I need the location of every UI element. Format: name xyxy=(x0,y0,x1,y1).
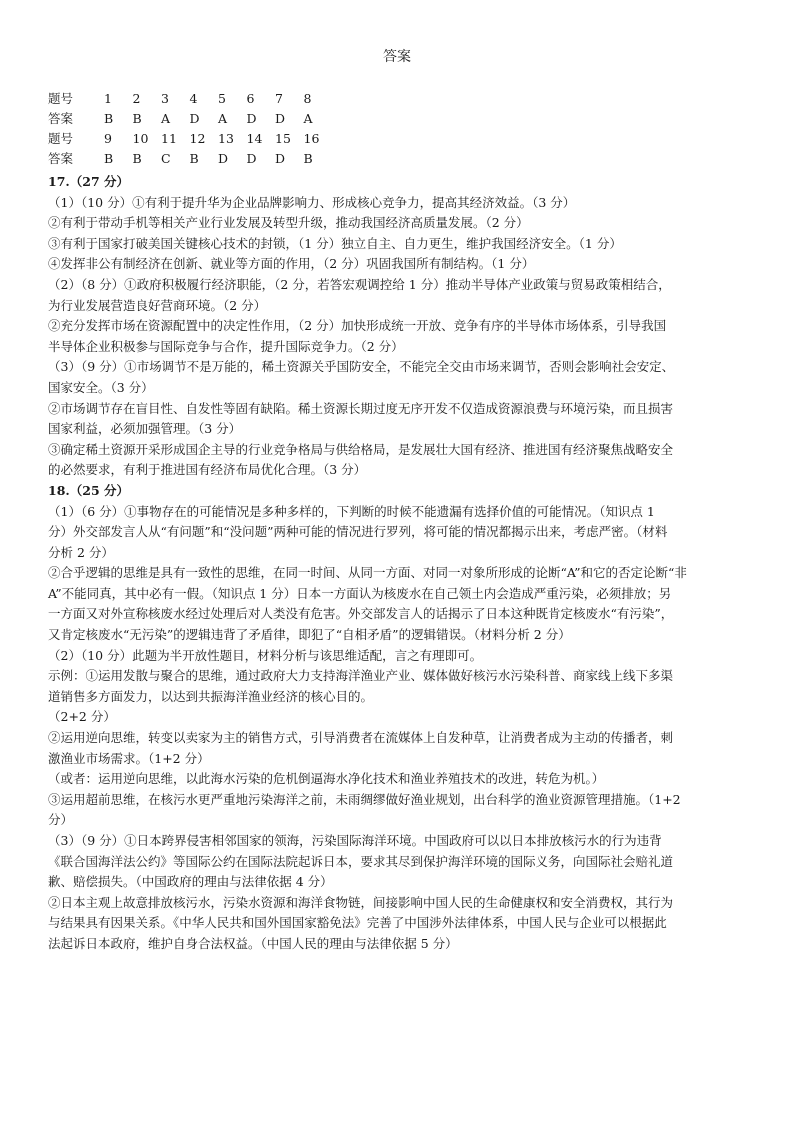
answer-table-cell: 14 xyxy=(246,130,263,146)
answer-line: 18.（25 分） xyxy=(48,482,129,498)
answer-table-cell: 6 xyxy=(246,90,255,106)
answer-line: ②合乎逻辑的思维是具有一致性的思维，在同一时间、从同一方面、对同一对象所形成的论断“A”和它的否定论断“非 xyxy=(48,565,687,581)
answer-table-cell: 2 xyxy=(132,90,141,106)
answer-table-cell: D xyxy=(246,150,257,166)
answer-table-cell: 12 xyxy=(189,130,206,146)
answer-line: 一方面又对外宣称核废水经过处理后对人类没有危害。外交部发言人的话揭示了日本这种既肯定核废水“有污染”， xyxy=(48,606,674,622)
answer-table-row xyxy=(48,88,332,108)
answer-line: ③确定稀土资源开采形成国企主导的行业竞争格局与供给格局，是发展壮大国有经济、推进国有经济聚焦战略安全 xyxy=(48,441,674,457)
answer-line: 激渔业市场需求。（1+2 分） xyxy=(48,750,210,766)
answer-table-cell: D xyxy=(246,110,257,126)
answer-table-cell: 4 xyxy=(189,90,198,106)
answer-line: （或者：运用逆向思维，以此海水污染的危机倒逼海水净化技术和渔业养殖技术的改进，转危为机。） xyxy=(48,771,605,787)
answer-line: 法起诉日本政府，维护自身合法权益。（中国人民的理由与法律依据 5 分） xyxy=(48,935,458,951)
answer-table-cell: D xyxy=(189,110,200,126)
answer-line: 为行业发展营造良好营商环境。（2 分） xyxy=(48,297,267,313)
answer-table-cell: 1 xyxy=(104,90,112,106)
answer-line: 半导体企业积极参与国际竞争与合作，提升国际竞争力。（2 分） xyxy=(48,338,404,354)
answer-line: ②日本主观上故意排放核污水，污染水资源和海洋食物链，间接影响中国人民的生命健康权和安全消费权，其行为 xyxy=(48,894,674,910)
answer-table-cell: B xyxy=(104,150,114,166)
answer-table-cell: B xyxy=(303,150,313,166)
answer-line: （2+2 分） xyxy=(48,709,116,725)
answer-line: ④发挥非公有制经济在创新、就业等方面的作用，（2 分）巩固我国所有制结构。（1 分） xyxy=(48,256,535,272)
answer-line: 国家安全。（3 分） xyxy=(48,379,154,395)
answer-table-cell: B xyxy=(132,150,142,166)
answer-line: ②有利于带动手机等相关产业行业发展及转型升级，推动我国经济高质量发展。（2 分） xyxy=(48,215,529,231)
answer-table-cell: 3 xyxy=(161,90,169,106)
answer-line: 分） xyxy=(48,812,74,828)
answer-line: 歉、赔偿损失。（中国政府的理由与法律依据 4 分） xyxy=(48,874,333,890)
answer-line: A”不能同真，其中必有一假。（知识点 1 分）日本一方面认为核废水在自己领土内会造成严重污染，必须排放；另 xyxy=(48,585,672,601)
answer-table-cell: A xyxy=(161,110,171,126)
answer-line: 示例：①运用发散与聚合的思维，通过政府大力支持海洋渔业产业、媒体做好核污水污染科普、商家线上线下多渠 xyxy=(48,668,674,684)
answer-line: 分析 2 分） xyxy=(48,544,114,560)
answer-table-cell: 16 xyxy=(303,130,320,146)
answer-table-cell: A xyxy=(218,110,228,126)
answer-table-cell: D xyxy=(218,150,229,166)
answer-line: （1）（6 分）①事物存在的可能情况是多种多样的，下判断的时候不能遗漏有选择价值的可能情况。（知识点 1 xyxy=(48,503,655,519)
answer-body xyxy=(48,172,748,955)
answer-table-row xyxy=(48,108,332,128)
answer-line: 分）外交部发言人从“有问题”和“没问题”两种可能的情况进行罗列，将可能的情况都揭示出来，考虑严密。（材料 xyxy=(48,524,668,540)
answer-table-row-label: 答案 xyxy=(48,111,74,126)
answer-table-row-label: 答案 xyxy=(48,151,74,166)
answer-line: 17.（27 分） xyxy=(48,174,129,189)
answer-line: ③运用超前思维，在核污水更严重地污染海洋之前，未雨绸缪做好渔业规划，出台科学的渔业资源管理措施。（1+2 xyxy=(48,791,681,807)
answer-table-cell: 9 xyxy=(104,130,112,146)
answer-line: 又肯定核废水“无污染”的逻辑违背了矛盾律，即犯了“自相矛盾”的逻辑错误。（材料分析 2 分） xyxy=(48,627,571,643)
answer-table-row-label: 题号 xyxy=(48,91,74,106)
answer-table-cell: B xyxy=(189,150,199,166)
answer-table-cell: A xyxy=(303,110,313,126)
answer-line: （2）（8 分）①政府积极履行经济职能，（2 分，若答宏观调控给 1 分）推动半导体产业政策与贸易政策相结合， xyxy=(48,276,671,292)
answer-line: （1）（10 分）①有利于提升华为企业品牌影响力、形成核心竞争力，提高其经济效益。（3 分） xyxy=(48,194,576,210)
answer-table xyxy=(48,88,332,168)
answer-line: （2）（10 分）此题为半开放性题目，材料分析与该思维适配，言之有理即可。 xyxy=(48,647,483,663)
answer-table-cell: D xyxy=(275,110,286,126)
answer-table-cell: 5 xyxy=(218,90,226,106)
answer-table-cell: 11 xyxy=(161,130,177,146)
answer-line: ②市场调节存在盲目性、自发性等固有缺陷。稀土资源长期过度无序开发不仅造成资源浪费与环境污染，而且损害 xyxy=(48,400,674,416)
answer-line: 与结果具有因果关系。《中华人民共和国外国国家豁免法》完善了中国涉外法律体系，中国人民与企业可以根据此 xyxy=(48,915,667,931)
answer-line: ③有利于国家打破美国关键核心技术的封锁，（1 分）独立自主、自力更生，维护我国经济安全。（1 分） xyxy=(48,235,622,251)
answer-table-row xyxy=(48,148,332,168)
answer-line: 道销售多方面发力，以达到共振海洋渔业经济的核心目的。 xyxy=(48,688,374,704)
answer-table-cell: C xyxy=(161,150,171,166)
answer-table-cell: 8 xyxy=(303,90,312,106)
answer-table-cell: 15 xyxy=(275,130,291,146)
answer-line: ②充分发挥市场在资源配置中的决定性作用，（2 分）加快形成统一开放、竞争有序的半导体市场体系，引导我国 xyxy=(48,318,667,334)
answer-table-row xyxy=(48,128,332,148)
page-title: 答案 xyxy=(383,49,411,65)
answer-line: （3）（9 分）①市场调节不是万能的，稀土资源关乎国防安全，不能完全交由市场来调节，否则会影响社会安定、 xyxy=(48,359,675,375)
answer-table-cell: 13 xyxy=(218,130,234,146)
answer-table-cell: 10 xyxy=(132,130,149,146)
answer-line: 《联合国海洋法公约》等国际公约在国际法院起诉日本，要求其尽到保护海洋环境的国际义务，向国际社会赔礼道 xyxy=(48,853,674,869)
answer-table-row-label: 题号 xyxy=(48,131,74,146)
answer-line: （3）（9 分）①日本跨界侵害相邻国家的领海，污染国际海洋环境。中国政府可以以日本排放核污水的行为违背 xyxy=(48,833,662,848)
answer-table-cell: D xyxy=(275,150,286,166)
answer-table-cell: B xyxy=(132,110,142,126)
answer-line: ②运用逆向思维，转变以卖家为主的销售方式，引导消费者在流媒体上自发种草，让消费者成为主动的传播者，刺 xyxy=(48,730,674,746)
answer-table-cell: 7 xyxy=(275,90,283,106)
answer-table-cell: B xyxy=(104,110,114,126)
answer-line: 的必然要求，有利于推进国有经济布局优化合理。（3 分） xyxy=(48,462,367,478)
answer-line: 国家利益，必须加强管理。（3 分） xyxy=(48,421,242,437)
